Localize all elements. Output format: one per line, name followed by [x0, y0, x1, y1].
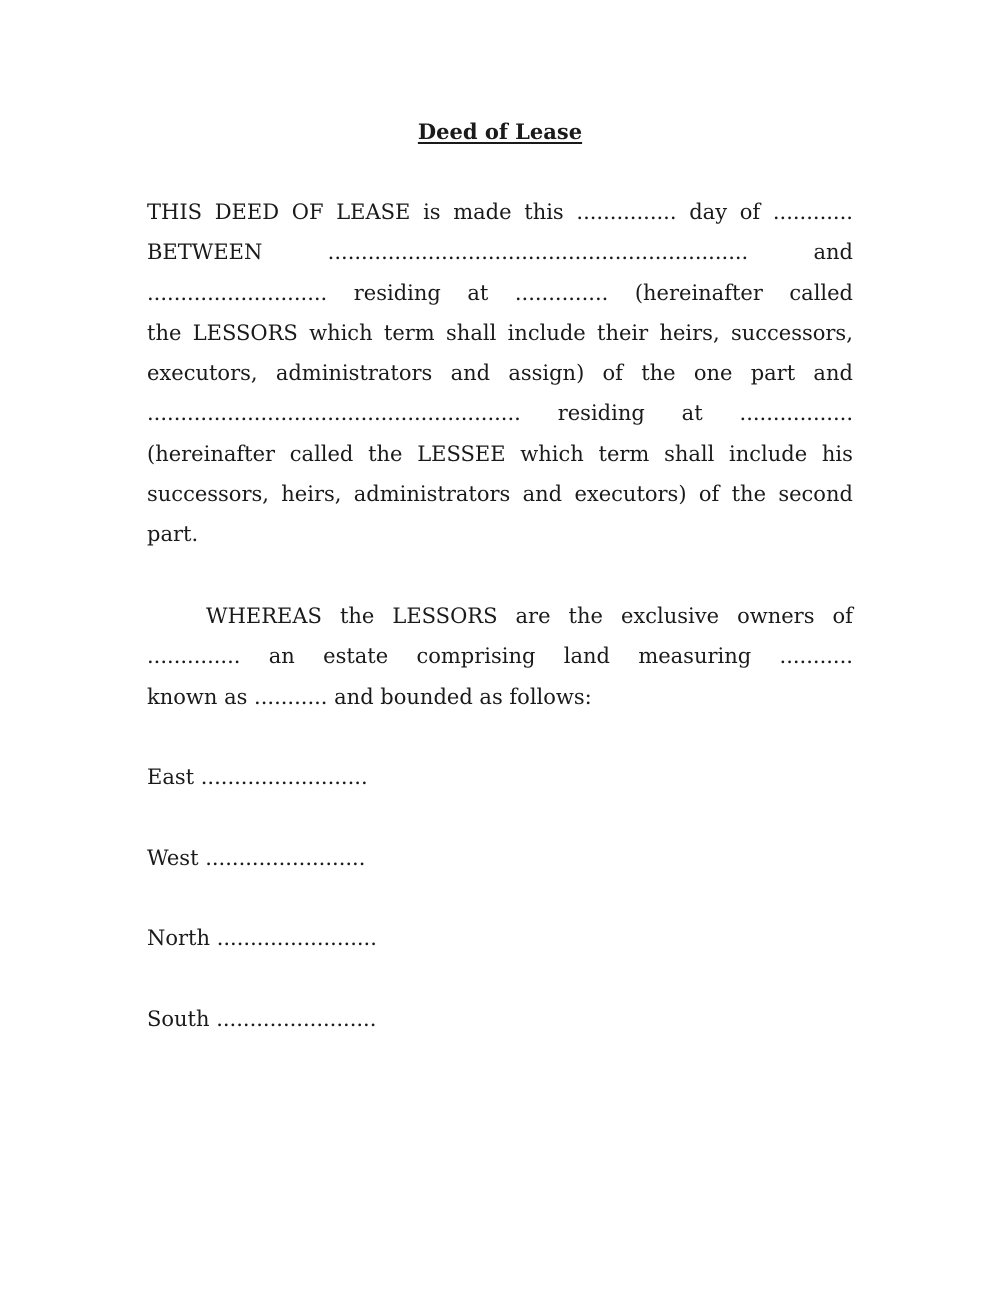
word: LESSEE: [417, 441, 506, 466]
word: land: [563, 644, 610, 669]
word: an: [268, 644, 295, 669]
paragraph-line: known as ........... and bounded as follows:: [147, 684, 592, 709]
word: heirs,: [659, 320, 720, 345]
word: are: [515, 604, 551, 628]
word: BETWEEN: [147, 240, 263, 265]
word: owners: [737, 604, 815, 628]
word: comprising: [416, 644, 536, 669]
parties-paragraph: [147, 192, 853, 555]
word: is: [423, 200, 441, 224]
word: residing: [557, 401, 645, 426]
word: residing: [353, 280, 441, 305]
word: at: [681, 401, 703, 426]
word: day: [689, 200, 728, 224]
word: the: [368, 441, 403, 466]
word: the: [641, 361, 676, 386]
paragraph-line: [147, 232, 853, 272]
word: LEASE: [336, 200, 411, 224]
word: OF: [291, 200, 324, 224]
word: and: [813, 240, 853, 265]
document-title: Deed of Lease: [417, 119, 583, 144]
boundary-east: East .........................: [147, 765, 368, 789]
word: term: [383, 320, 435, 345]
word: estate: [323, 644, 389, 669]
word: called: [789, 280, 853, 305]
word: the: [147, 320, 182, 345]
word: ...............: [576, 200, 677, 224]
word: executors,: [147, 361, 258, 386]
word: include: [507, 320, 586, 345]
word: at: [467, 280, 489, 305]
word: LESSORS: [392, 604, 498, 628]
word: the: [568, 604, 603, 628]
word: the: [731, 482, 767, 507]
word: of: [832, 604, 853, 628]
paragraph-line: [147, 636, 853, 676]
word: administrators: [275, 361, 433, 386]
word: ..............: [514, 280, 609, 305]
word: .................: [739, 401, 853, 426]
word: DEED: [214, 200, 280, 224]
paragraph-line: [147, 474, 853, 514]
word: this: [524, 200, 564, 224]
word: and: [522, 482, 563, 507]
word: their: [597, 320, 649, 345]
word: which: [309, 320, 373, 345]
word: shall: [664, 441, 715, 466]
word: and: [450, 361, 491, 386]
word: (hereinafter: [147, 441, 276, 466]
word: one: [693, 361, 733, 386]
whereas-paragraph: [147, 596, 853, 717]
word: administrators: [353, 482, 511, 507]
word: shall: [446, 320, 497, 345]
word: ..............: [147, 644, 241, 669]
word: term: [598, 441, 650, 466]
paragraph-line: [147, 596, 853, 636]
word: ............: [772, 200, 853, 224]
boundary-south: South ........................: [147, 1007, 377, 1031]
word: ...........................: [147, 280, 328, 305]
word: THIS: [147, 200, 203, 224]
word: of: [698, 482, 720, 507]
word: ........................................................: [147, 401, 521, 426]
word: include: [729, 441, 808, 466]
word: the: [339, 604, 375, 628]
word: heirs,: [281, 482, 342, 507]
word: successors,: [730, 320, 853, 345]
paragraph-line: [147, 393, 853, 433]
word: (hereinafter: [634, 280, 763, 305]
word: LESSORS: [192, 320, 298, 345]
word: exclusive: [620, 604, 720, 628]
word: second: [778, 482, 853, 507]
word: assign): [508, 361, 585, 386]
paragraph-line: part.: [147, 522, 199, 547]
word: ...........: [779, 644, 853, 669]
word: made: [453, 200, 512, 224]
paragraph-line: [147, 192, 853, 232]
word: of: [739, 200, 761, 224]
paragraph-line: [147, 434, 853, 474]
boundary-north: North ........................: [147, 926, 377, 950]
paragraph-line: [147, 353, 853, 393]
paragraph-line: [147, 313, 853, 353]
word: WHEREAS: [206, 604, 322, 628]
boundary-west: West ........................: [147, 846, 366, 870]
word: ...............................................................: [327, 240, 749, 265]
word: and: [813, 361, 853, 386]
word: part: [750, 361, 796, 386]
word: called: [289, 441, 354, 466]
word: of: [602, 361, 623, 386]
paragraph-line: [147, 273, 853, 313]
word: executors): [574, 482, 687, 507]
word: his: [821, 441, 853, 466]
word: measuring: [638, 644, 752, 669]
word: successors,: [147, 482, 269, 507]
word: which: [520, 441, 584, 466]
